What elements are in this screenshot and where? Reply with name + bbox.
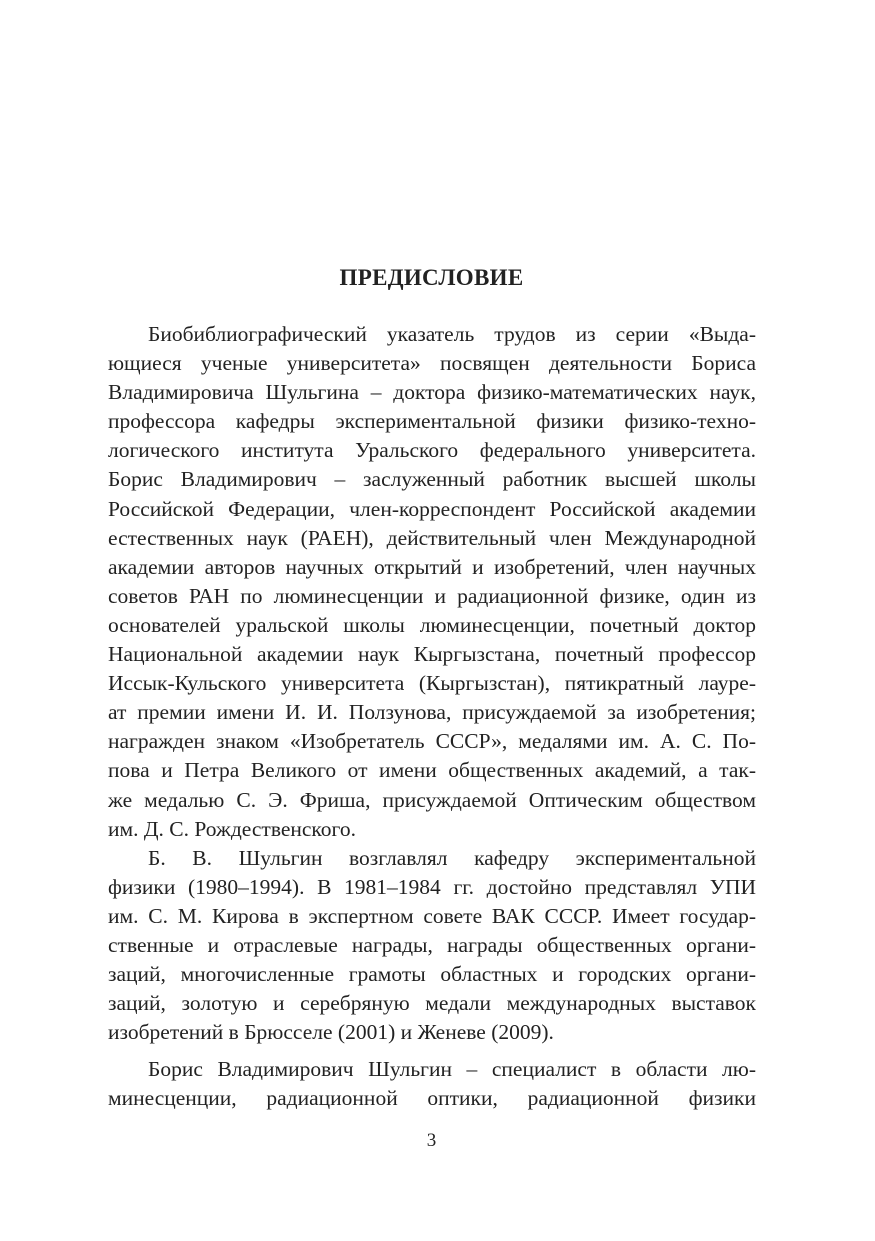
page-number: 3: [426, 1130, 437, 1151]
body-text: [108, 320, 756, 1114]
text-line: Биобиблиографический указатель трудов из серии «Выда-: [148, 322, 756, 346]
text-line: пова и Петра Великого от имени общественных академий, а так-: [108, 758, 756, 783]
text-line: физики (1980–1994). В 1981–1984 гг. достойно представлял УПИ: [108, 874, 756, 899]
text-line: Российской Федерации, член-корреспондент Российской академии: [108, 496, 756, 521]
text-line: основателей уральской школы люминесценции, почетный доктор: [108, 612, 756, 637]
text-line: Борис Владимирович – заслуженный работник высшей школы: [108, 467, 756, 492]
text-line: логического института Уральского федерального университета.: [108, 438, 756, 463]
text-line: заций, многочисленные грамоты областных и городских органи-: [108, 962, 756, 987]
text-line: Б. В. Шульгин возглавлял кафедру экспериментальной: [148, 845, 756, 870]
text-line: Национальной академии наук Кыргызстана, почетный профессор: [108, 642, 756, 667]
text-line: же медалью С. Э. Фриша, присуждаемой Оптическим обществом: [108, 787, 756, 812]
text-line: изобретений в Брюсселе (2001) и Женеве (2009).: [108, 1020, 554, 1045]
text-line: ющиеся ученые университета» посвящен деятельности Бориса: [108, 351, 756, 376]
text-line: им. Д. С. Рождественского.: [108, 816, 356, 841]
text-line: Владимировича Шульгина – доктора физико-математических наук,: [108, 380, 756, 405]
text-line: награжден знаком «Изобретатель СССР», медалями им. А. С. По-: [108, 729, 756, 754]
text-line: профессора кафедры экспериментальной физики физико-техно-: [108, 409, 756, 434]
text-line: им. С. М. Кирова в экспертном совете ВАК СССР. Имеет государ-: [108, 903, 756, 928]
text-line: советов РАН по люминесценции и радиационной физике, один из: [108, 583, 756, 608]
text-line: заций, золотую и серебряную медали международных выставок: [108, 991, 756, 1016]
text-line: ат премии имени И. И. Ползунова, присуждаемой за изобретения;: [108, 700, 756, 725]
text-line: естественных наук (РАЕН), действительный член Международной: [108, 525, 756, 550]
paragraph-spacer: [108, 1047, 756, 1055]
paragraph-3: [108, 1055, 756, 1113]
text-line: Иссык-Кульского университета (Кыргызстан), пятикратный лауре-: [108, 671, 756, 696]
paragraph-1: [108, 320, 756, 844]
text-line: Борис Владимирович Шульгин – специалист в области лю-: [148, 1057, 756, 1082]
text-line: минесценции, радиационной оптики, радиационной физики: [108, 1086, 756, 1111]
text-line: академии авторов научных открытий и изобретений, член научных: [108, 554, 756, 579]
text-line: ственные и отраслевые награды, награды общественных органи-: [108, 932, 756, 957]
paragraph-2: [108, 844, 756, 1048]
page-title: ПРЕДИСЛОВИЕ: [339, 265, 524, 290]
